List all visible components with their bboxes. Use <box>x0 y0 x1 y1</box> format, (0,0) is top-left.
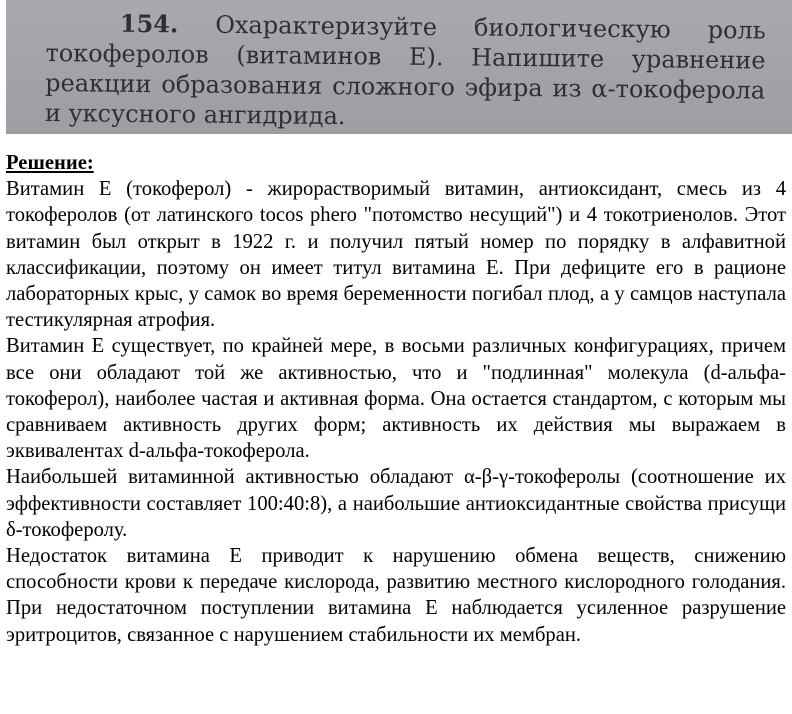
task-text: Охарактеризуйте биологическую роль токоферолов (витаминов Е). Напишите уравнение реакции образования сложного эфира из α-токоферола и уксусного ангидрида. <box>44 10 766 131</box>
solution-paragraph: Витамин Е существует, по крайней мере, в восьми различных конфигурациях, причем все они обладают той же активностью, что и "подлинная" молекула (d-альфа-токоферол), наиболее частая и активная форма. Она остается стандартом, с которым мы сравниваем активность других форм; активность их действия мы выражаем в эквивалентах d-альфа-токоферола. <box>6 335 786 463</box>
solution-paragraph: Наибольшей витаминной активностью обладают α-β-γ-токоферолы (соотношение их эффективности составляет 100:40:8), а наибольшие антиоксидантные свойства присущи δ-токоферолу. <box>6 466 786 541</box>
solution-heading: Решение: <box>6 152 94 174</box>
task-number: 154. <box>119 8 179 39</box>
solution-paragraph: Недостаток витамина Е приводит к нарушению обмена веществ, снижению способности крови к передаче кислорода, развитию местного кислородного голодания. При недостаточном поступлении витамина Е наблюдается усиленное разрушение эритроцитов, связанное с нарушением стабильности их мембран. <box>6 545 786 646</box>
solution-paragraph: Витамин Е (токоферол) - жирорастворимый витамин, антиоксидант, смесь из 4 токоферолов (от латинского tocos phero "потомство несущий") и 4 токотриенолов. Этот витамин был открыт в 1922 г. и получил пятый номер по порядку в алфавитной классификации, поэтому он имеет титул витамина Е. При дефиците его в рационе лабораторных крыс, у самок во время беременности погибал плод, а у самцов наступала тестикулярная атрофия. <box>6 178 786 332</box>
task-photo <box>6 0 792 134</box>
solution-section <box>6 150 786 648</box>
task-statement <box>45 8 766 134</box>
